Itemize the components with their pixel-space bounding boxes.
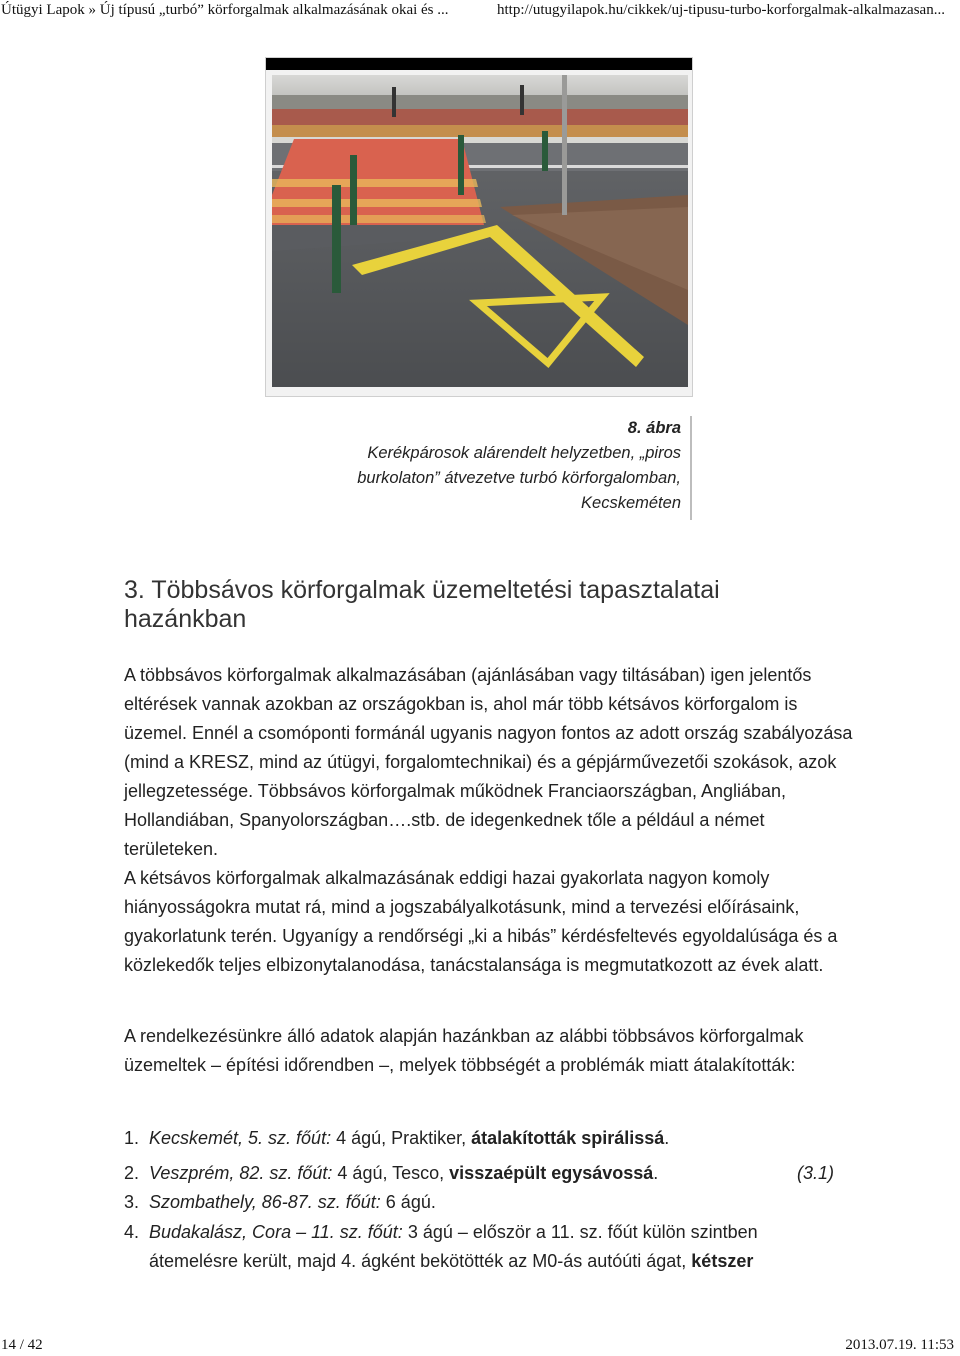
list-item-text: 6 ágú. bbox=[380, 1192, 436, 1212]
list-item-text: 4 ágú, Tesco, bbox=[332, 1163, 450, 1183]
body-paragraph-1 bbox=[124, 661, 854, 980]
print-datetime: 2013.07.19. 11:53 bbox=[845, 1337, 954, 1353]
list-item-place: Veszprém, 82. sz. főút: bbox=[149, 1163, 333, 1183]
list-item-bold: kétszer bbox=[691, 1251, 754, 1271]
browser-print-header-url: http://utugyilapok.hu/cikkek/uj-tipusu-turbo-korforgalmak-alkalmazasan... bbox=[497, 2, 945, 18]
list-item-place: Kecskemét, 5. sz. főút: bbox=[149, 1128, 332, 1148]
section-heading: 3. Többsávos körforgalmak üzemeltetési tapasztalatai hazánkban bbox=[124, 576, 720, 633]
list-item-number: 3. bbox=[124, 1192, 140, 1212]
equation-number: (3.1) bbox=[797, 1163, 835, 1183]
list-item-place: Budakalász, Cora – 11. sz. főút: bbox=[149, 1222, 403, 1242]
list-item-place: Szombathely, 86-87. sz. főút: bbox=[149, 1192, 381, 1212]
body-paragraph-2: A rendelkezésünkre álló adatok alapján hazánkban az alábbi többsávos körforgalmak üzemeltek – építési időrendben –, melyek többségét a problémák miatt átalakították: bbox=[124, 1026, 804, 1075]
page-counter: 14 / 42 bbox=[1, 1337, 43, 1353]
paragraph-text: A többsávos körforgalmak alkalmazásában (ajánlásában vagy tiltásában) igen jelentős eltérések vannak azokban az országokban is, ahol már több kétsávos körforgalom is üzemel. Ennél a csomóponti formánál ugyanis nagyon fontos az adott ország szabályozása (mind a KRESZ, mind az útügyi, forgalomtechnikai) és a gépjárművezetői szokások, azok jellegzetessége. Többsávos körforgalmak működnek Franciaországban, Angliában, Hollandiában, Spanyolországban….stb. de idegenkednek tőle a például a német területeken. bbox=[124, 665, 853, 859]
list-item-text: 3 ágú – először a 11. sz. főút külön szintben átemelésre került, majd 4. ágként bekötötték az M0-ás autóúti ágat, bbox=[149, 1222, 758, 1271]
browser-print-header-title: Útügyi Lapok » Új típusú „turbó” körforgalmak alkalmazásának okai és ... bbox=[1, 2, 449, 18]
figure-photo bbox=[265, 57, 693, 397]
list-item-number: 4. bbox=[124, 1222, 140, 1242]
list-item-text: 4 ágú, Praktiker, bbox=[331, 1128, 472, 1148]
figure-caption-text: Kerékpárosok alárendelt helyzetben, „piros burkolaton” átvezetve turbó körforgalomban, Kecskeméten bbox=[357, 444, 681, 512]
list-item-bold: átalakították spirálissá bbox=[471, 1128, 665, 1148]
list-item-bold: visszaépült egysávossá bbox=[449, 1163, 654, 1183]
list-item-number: 1. bbox=[124, 1128, 140, 1148]
list-item-after: . bbox=[664, 1128, 670, 1148]
paragraph-text-continued: A kétsávos körforgalmak alkalmazásának eddigi hazai gyakorlata nagyon komoly hiányosságokra mutat rá, mind a jogszabályalkotásunk, mind a tervezési előírásaink, gyakorlatunk terén. Ugyanígy a rendőrségi „ki a hibás” kérdésfeltevés egyoldalúsága és a közlekedők teljes elbizonytalanodása, tanácstalansága is megmutatkozott az évek alatt. bbox=[124, 868, 838, 975]
figure-caption bbox=[300, 416, 692, 520]
list-item-number: 2. bbox=[124, 1163, 140, 1183]
figure-number: 8. ábra bbox=[627, 419, 681, 437]
list-item-after: . bbox=[653, 1163, 659, 1183]
photo-top-bar bbox=[266, 58, 692, 70]
photo-roundabout-bike-crossing bbox=[272, 75, 688, 387]
